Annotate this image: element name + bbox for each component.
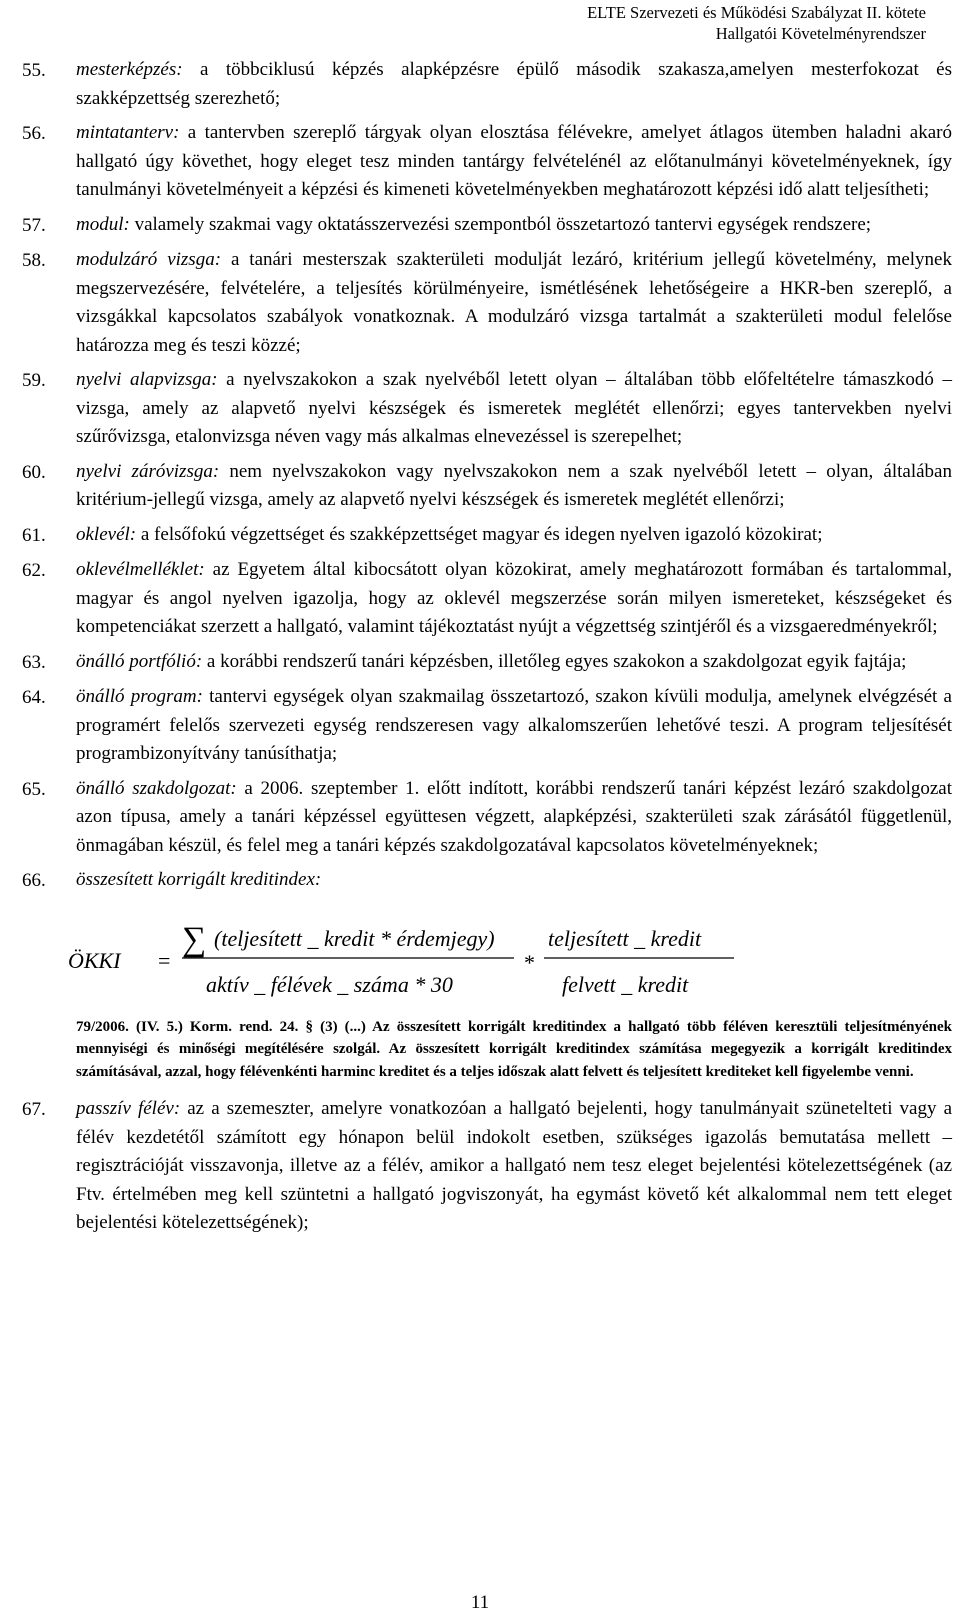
item-number: 59. bbox=[22, 370, 46, 391]
definition-item bbox=[22, 866, 952, 896]
item-text bbox=[56, 556, 952, 642]
formula-sum-symbol: ∑ bbox=[182, 920, 207, 958]
item-number: 63. bbox=[22, 651, 46, 673]
item-description: a többciklusú képzés alapképzésre épülő második szakasza,amelyen mesterfokozat és szakképzettség szerezhető; bbox=[76, 59, 952, 109]
item-term: önálló portfólió: bbox=[76, 650, 203, 672]
formula-numerator-2: teljesített _ kredit bbox=[548, 925, 702, 951]
item-text bbox=[56, 119, 952, 205]
definition-item bbox=[22, 648, 952, 678]
item-description: a felsőfokú végzettséget és szakképzettséget magyar és idegen nyelven igazoló közokirat; bbox=[136, 523, 823, 545]
formula-graphic bbox=[64, 906, 764, 1006]
definition-item bbox=[22, 521, 952, 551]
item-term: mesterképzés: bbox=[76, 59, 183, 80]
definition-item bbox=[22, 683, 952, 769]
definition-item bbox=[22, 366, 952, 452]
definition-item bbox=[22, 1095, 952, 1238]
header-line-1: ELTE Szervezeti és Működési Szabályzat II. kötete bbox=[587, 3, 926, 22]
item-number: 66. bbox=[22, 870, 46, 891]
item-text bbox=[56, 366, 952, 452]
definition-item bbox=[22, 556, 952, 642]
item-description: a 2006. szeptember 1. előtt indított, korábbi rendszerű tanári képzést lezáró szakdolgozat azon típusa, amely a tanári képzéssel együttesen végzett, alapképzési, szakterületi szak zárásától függetlenül, önmagában készül, és felel meg a tanári képzés szakdolgozatával kapcsolatos követelményeknek; bbox=[76, 777, 952, 856]
item-description: a tanári mesterszak szakterületi modulját lezáró, kritérium jellegű követelmény, melynek megszervezésére, felvételére, a teljesítés körülményeire, ismétlésének lehetőségeire a HKR-ben szereplő, a vizsgákkal kapcsolatos szabályok vonatkoznak. A modulzáró vizsga tartalmát a szakterületi modul felelőse határozza meg és teszi közzé; bbox=[76, 249, 952, 356]
definition-item bbox=[22, 119, 952, 205]
item-number: 65. bbox=[22, 778, 46, 800]
item-description: az Egyetem által kibocsátott olyan közokirat, amely meghatározott formában és tartalommal, magyar és angol nyelven igazolja, hogy az oklevél megszerzése során milyen ismereteket, készségeket és kompetenciákat szerzett a hallgató, valamint tájékoztatást nyújt a végzettség szintjéről és a vizsgaeredményekről; bbox=[76, 559, 952, 637]
item-number: 58. bbox=[22, 250, 46, 271]
item-text bbox=[56, 866, 952, 896]
item-text bbox=[56, 211, 952, 241]
item-text bbox=[56, 458, 952, 515]
definition-item bbox=[22, 246, 952, 360]
definition-item bbox=[22, 56, 952, 113]
item-term: modulzáró vizsga: bbox=[76, 249, 222, 270]
item-number: 67. bbox=[22, 1099, 46, 1121]
item-text bbox=[56, 246, 952, 360]
item-text bbox=[56, 521, 952, 551]
item-description: a nyelvszakokon a szak nyelvéből letett olyan – általában több előfeltételre támaszkodó – vizsga, amely az alapvető nyelvi készségek és ismeretek meglétét ellenőrzi; egyes tantervekben nyelvi szűrővizsga, etalonvizsga néven vagy más alkalmas elnevezéssel is szerepelhet; bbox=[76, 369, 952, 447]
item-description: a korábbi rendszerű tanári képzésben, illetőleg egyes szakokon a szakdolgozat egyik fajtája; bbox=[202, 650, 907, 672]
item-description: az a szemeszter, amelyre vonatkozóan a hallgató bejelenti, hogy tanulmányait szünetelteti vagy a félév kezdetétől számított egy hónapon belül indokolt esetben, szükséges igazolás bemutatása mellett – regisztrációját visszavonja, illetve az a félév, amikor a hallgató nem tesz eleget bejelentési kötelezettségének (az Ftv. értelmében meg kell szüntetni a hallgató jogviszonyát, ha egymást követő két alkalommal nem tett eleget bejelentési kötelezettségének); bbox=[76, 1098, 953, 1234]
item-description: tantervi egységek olyan szakmailag összetartozó, szakon kívüli modulja, amelynek elvégzését a programért felelős szervezeti egység rendszeresen vagy alkalomszerűen lehetővé teszi. A program teljesítését programbizonyítvány tanúsíthatja; bbox=[76, 686, 952, 764]
item-text bbox=[56, 1095, 952, 1238]
item-term: önálló szakdolgozat: bbox=[76, 777, 237, 799]
item-text bbox=[56, 683, 952, 769]
page-number: 11 bbox=[470, 1592, 490, 1613]
item-number: 56. bbox=[22, 123, 46, 144]
definitions-list bbox=[22, 56, 952, 1244]
definition-item bbox=[22, 775, 952, 861]
header-line-2: Hallgatói Követelményrendszer bbox=[715, 24, 926, 43]
item-number: 61. bbox=[22, 524, 46, 546]
formula-denominator-1: aktív _ félévek _ száma * 30 bbox=[206, 971, 453, 997]
item-text bbox=[56, 648, 952, 678]
okki-formula bbox=[64, 906, 952, 1006]
item-term: nyelvi záróvizsga: bbox=[76, 460, 220, 482]
item-term: passzív félév: bbox=[76, 1098, 181, 1120]
definition-item bbox=[22, 458, 952, 515]
formula-lhs: ÖKKI bbox=[68, 947, 121, 973]
item-description: a tantervben szereplő tárgyak olyan elosztása félévekre, amelyet átlagos ütemben haladni akaró hallgató úgy követhet, hogy eleget tesz minden tantárgy felvételénél az előtanulmányi követelményeknek, így tanulmányi követelményeit a képzési és kimeneti követelményekben meghatározott képzési idő alatt teljesítheti; bbox=[76, 122, 952, 200]
item-text bbox=[56, 56, 952, 113]
formula-equals: = bbox=[158, 947, 171, 973]
item-term: önálló program: bbox=[76, 686, 203, 707]
item-text bbox=[56, 775, 952, 861]
item-number: 64. bbox=[22, 687, 46, 708]
item-term: nyelvi alapvizsga: bbox=[76, 369, 218, 390]
item-term: mintatanterv: bbox=[76, 122, 180, 143]
formula-times: * bbox=[524, 949, 535, 975]
formula-denominator-2: felvett _ kredit bbox=[562, 971, 689, 997]
legal-note: 79/2006. (IV. 5.) Korm. rend. 24. § (3) (...) Az összesített korrigált kreditindex a hallgató több féléven keresztüli teljesítményének mennyiségi és minőségi megítélésére szolgál. Az összesített korrigált kreditindex számítása megegyezik a korrigált kreditindex számításával, azzal, hogy félévenkénti harminc kreditet és a teljes időszak alatt felvett és teljesített krediteket kell figyelembe venni. bbox=[76, 1018, 952, 1080]
item-number: 60. bbox=[22, 461, 46, 483]
item-description: nem nyelvszakokon vagy nyelvszakokon nem a szak nyelvéből letett – olyan, általában kritérium-jellegű vizsga, amely az alapvető nyelvi készségek és ismeretek meglétét ellenőrzi; bbox=[76, 460, 952, 510]
page-header bbox=[587, 2, 926, 44]
definition-item bbox=[22, 211, 952, 241]
item-number: 62. bbox=[22, 560, 46, 581]
formula-numerator-1: (teljesített _ kredit * érdemjegy) bbox=[214, 925, 495, 951]
item-term: modul: bbox=[76, 213, 130, 235]
item-number: 55. bbox=[22, 60, 46, 81]
item-description: valamely szakmai vagy oktatásszervezési szempontból összetartozó tantervi egységek rendszere; bbox=[129, 213, 872, 235]
item-term: oklevél: bbox=[76, 523, 137, 545]
item-term: összesített korrigált kreditindex: bbox=[76, 869, 322, 890]
item-term: oklevélmelléklet: bbox=[76, 559, 205, 580]
item-number: 57. bbox=[22, 214, 46, 236]
